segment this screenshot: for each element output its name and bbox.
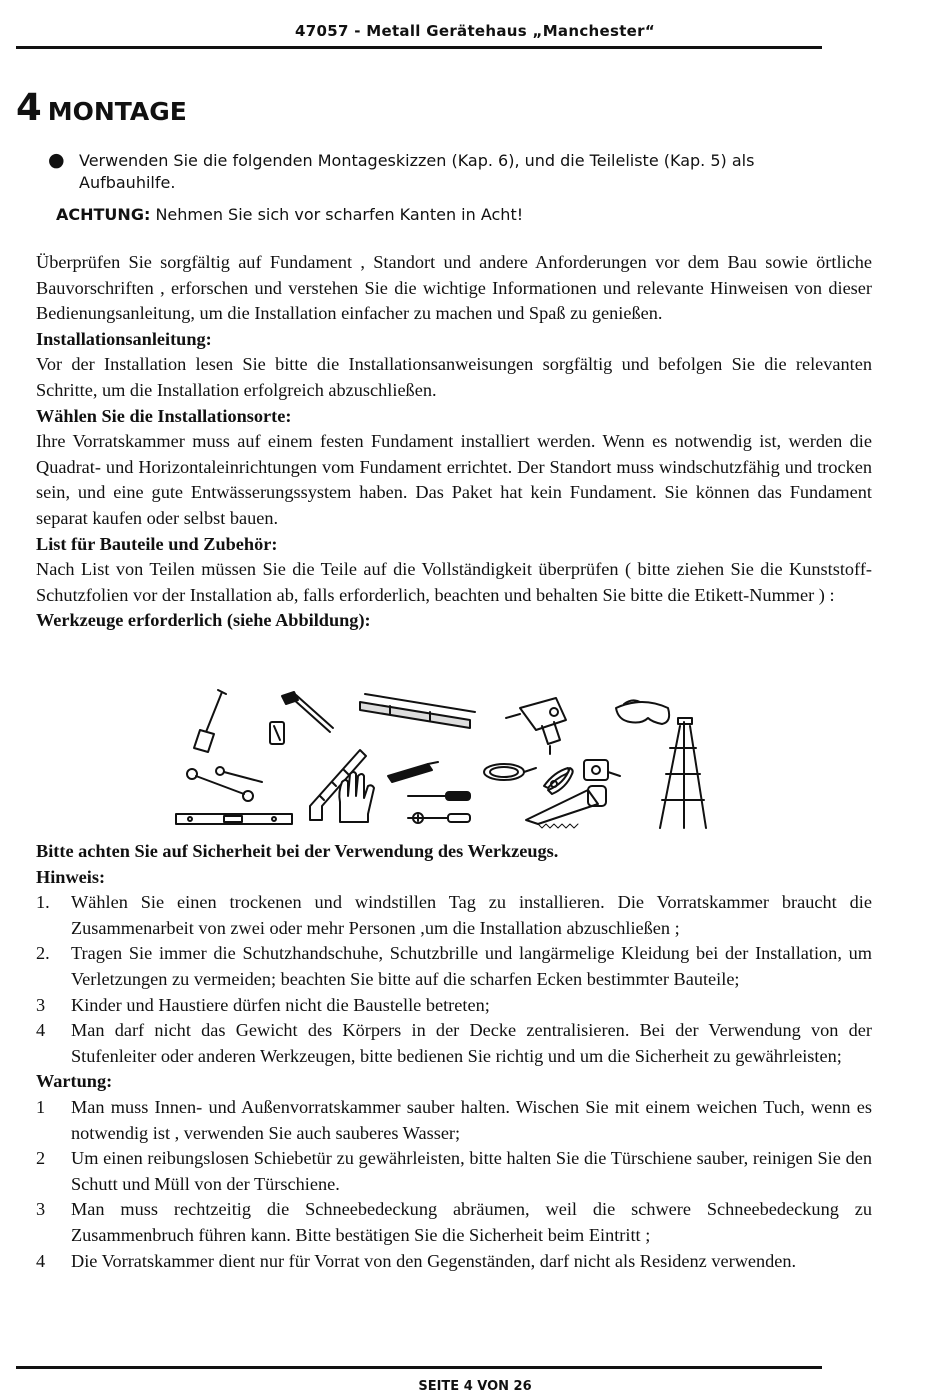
list-number: 2. — [36, 943, 50, 964]
list-number: 3 — [36, 1199, 46, 1220]
list-text: Wählen Sie einen trockenen und windstillen Tag zu installieren. Die Vorratskammer braucht die Zusammenarbeit von zwei oder mehr Personen ,um die Installation abzuschließen ; — [71, 892, 872, 938]
list-item — [36, 993, 872, 1019]
tape-measure-icon — [584, 760, 620, 780]
footer-rule — [16, 1366, 822, 1369]
utility-knife-icon — [388, 762, 438, 782]
list-item — [36, 1018, 872, 1069]
bullet-dot-icon: ● — [48, 149, 65, 171]
location-heading: Wählen Sie die Installationsorte: — [36, 405, 292, 426]
plank-icon — [360, 694, 475, 728]
list-item — [36, 1146, 872, 1197]
drill-icon — [506, 698, 566, 754]
bullet-text: Verwenden Sie die folgenden Montageskizzen (Kap. 6), und die Teileliste (Kap. 5) als Aufbauhilfe. — [79, 151, 755, 192]
parts-heading: List für Bauteile und Zubehör: — [36, 533, 278, 554]
list-item — [36, 941, 872, 992]
list-number: 4 — [36, 1250, 46, 1271]
list-text: Tragen Sie immer die Schutzhandschuhe, Schutzbrille und langärmelige Kleidung bei der Installation, um Verletzungen zu vermeiden; beachten Sie bitte auf die scharfen Ecken bestimmter Bauteile; — [71, 943, 872, 989]
screwdriver-icon — [408, 792, 470, 823]
list-text: Kinder und Haustiere dürfen nicht die Baustelle betreten; — [71, 994, 490, 1015]
goggles-icon — [616, 700, 669, 724]
spirit-level-icon — [176, 814, 292, 824]
list-item — [36, 1197, 872, 1248]
list-number: 1. — [36, 892, 50, 913]
list-text: Man muss Innen- und Außenvorratskammer sauber halten. Wischen Sie mit einem weichen Tuch, wenn es notwendig ist , verwenden Sie auch sauberes Wasser; — [71, 1096, 872, 1143]
list-text: Die Vorratskammer dient nur für Vorrat von den Gegenständen, darf nicht als Residenz verwenden. — [71, 1250, 797, 1271]
intro-paragraph: Überprüfen Sie sorgfältig auf Fundament , Standort und andere Anforderungen vor dem Bau sowie örtliche Bauvorschriften , erforschen und verstehen Sie die wichtige Informationen und relevante Hinweisen von dieser Bedienungsanleitung, um die Installation einfacher zu machen und Spaß zu genießen. — [36, 252, 872, 324]
safety-heading: Bitte achten Sie auf Sicherheit bei der Verwendung des Werkzeugs. — [36, 841, 559, 861]
ladder-icon — [660, 718, 706, 828]
warning-line — [56, 205, 523, 224]
installation-text: Vor der Installation lesen Sie bitte die Installationsanweisungen sorgfältig und befolgen Sie die relevanten Schritte, um die Installation erfolgreich abzuschließen. — [36, 354, 872, 400]
list-text: Man darf nicht das Gewicht des Körpers in der Decke zentralisieren. Bei der Verwendung von der Stufenleiter oder anderen Werkzeugen, bitte bedienen Sie richtig und um die Sicherheit zu gewährleisten; — [71, 1020, 872, 1066]
parts-text: Nach List von Teilen müssen Sie die Teile auf die Vollständigkeit überprüfen ( bitte ziehen Sie die Kunststoff-Schutzfolien vor der Installation ab, falls erforderlich, beachten und behalten Sie bitte die Etikett-Nummer ) : — [36, 559, 872, 605]
glove-icon — [339, 772, 374, 822]
warning-label: ACHTUNG: — [56, 205, 151, 224]
warning-text: Nehmen Sie sich vor scharfen Kanten in Acht! — [155, 205, 524, 224]
chapter-title: MONTAGE — [47, 97, 187, 126]
pliers-icon — [544, 768, 573, 794]
list-item — [36, 890, 872, 941]
list-text: Um einen reibungslosen Schiebetür zu gewährleisten, bitte halten Sie die Türschiene sauber, reinigen Sie den Schutt und Müll von der Türschiene. — [71, 1148, 872, 1194]
tools-heading: Werkzeuge erforderlich (siehe Abbildung): — [36, 610, 371, 631]
maintenance-heading: Wartung: — [36, 1071, 113, 1092]
list-item — [36, 1095, 872, 1146]
list-number: 4 — [36, 1020, 46, 1041]
tools-illustration — [170, 686, 710, 832]
list-item — [36, 1249, 872, 1275]
chapter-heading — [16, 86, 187, 129]
list-number: 1 — [36, 1096, 46, 1117]
chapter-number: 4 — [16, 86, 42, 129]
body-section-top — [36, 250, 872, 634]
safety-subheading: Hinweis: — [36, 866, 106, 887]
list-number: 2 — [36, 1148, 46, 1169]
wrench-icon — [187, 767, 262, 801]
document-header-title: 47057 - Metall Gerätehaus „Manchester“ — [295, 22, 655, 40]
body-section-bottom — [36, 839, 872, 1274]
installation-heading: Installationsanleitung: — [36, 328, 212, 349]
list-number: 3 — [36, 994, 46, 1015]
location-text: Ihre Vorratskammer muss auf einem festen Fundament installiert werden. Wenn es notwendig ist, werden die Quadrat- und Horizontaleinrichtungen vom Fundament errichtet. Der Standort muss windschutzfähig und trocken sein, und eine gute Entwässerungssystem haben. Das Paket hat kein Fundament. Sie können das Fundament separat kaufen oder selbst bauen. — [36, 431, 872, 528]
hammer-icon — [270, 692, 333, 744]
header-rule — [16, 46, 822, 49]
hand-saw-icon — [526, 786, 606, 828]
page-number: SEITE 4 VON 26 — [418, 1379, 532, 1394]
extension-cord-icon — [484, 764, 536, 780]
list-text: Man muss rechtzeitig die Schneebedeckung abräumen, weil die schwere Schneebedeckung zu Zusammenbruch führen kann. Bitte bestätigen Sie die Sicherheit beim Eintritt ; — [71, 1199, 872, 1245]
shovel-icon — [194, 690, 226, 752]
